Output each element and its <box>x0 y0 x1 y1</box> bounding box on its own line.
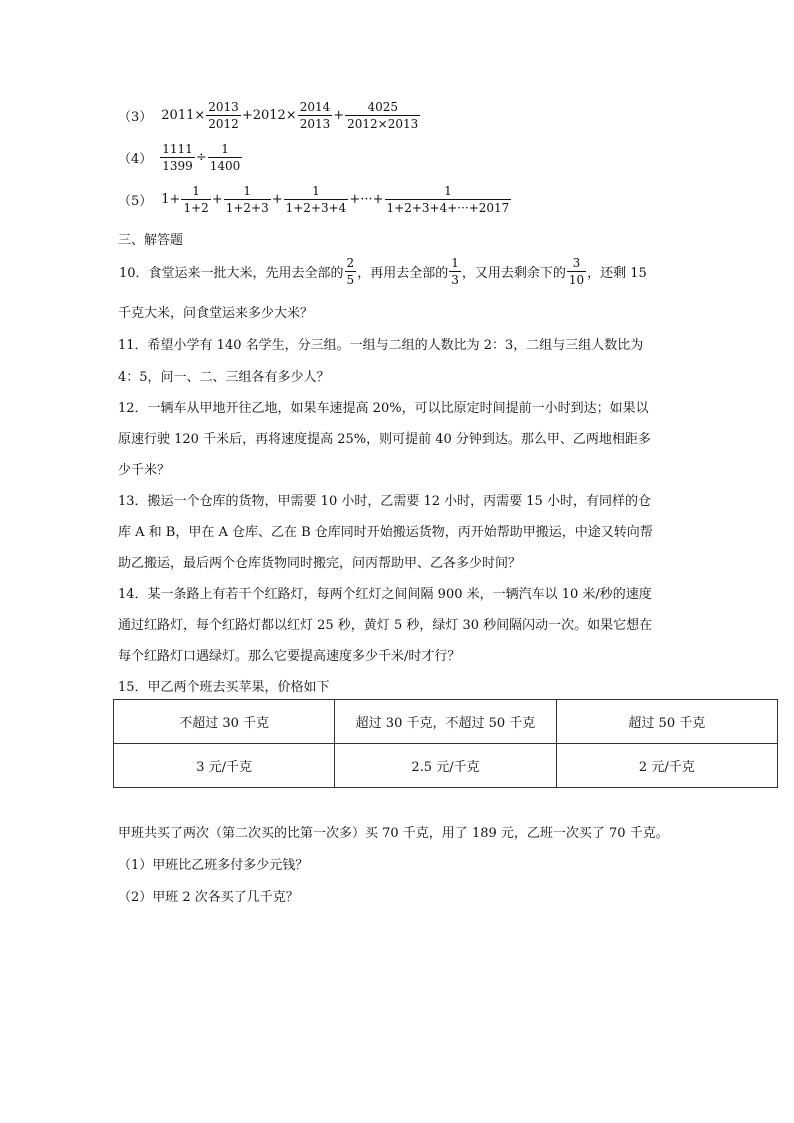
question-15-description: 甲班共买了两次（第二次买的比第一次多）买 70 千克，用了 189 元，乙班一次买了 70 千克。 <box>118 826 669 841</box>
table-header-cell: 不超过 30 千克 <box>114 700 335 744</box>
fraction: $\frac{1}{1+2}$ <box>183 184 209 215</box>
table-row <box>114 744 778 788</box>
question-13-line-3: 助乙搬运，最后两个仓库货物同时搬完，问丙帮助甲、乙各多少时间？ <box>118 556 522 571</box>
table-row <box>114 700 778 744</box>
table-cell: 2.5 元/千克 <box>335 744 556 788</box>
question-10-line-2: 千克大米，问食堂运来多少大米？ <box>118 306 314 321</box>
expr-part: +···+ <box>349 192 384 207</box>
question-13-line-1: 13．搬运一个仓库的货物，甲需要 10 小时，乙需要 12 小时，丙需要 15 小时，有同样的仓 <box>118 494 651 509</box>
question-14-line-1: 14．某一条路上有若干个红路灯，每两个红灯之间间隔 900 米，一辆汽车以 10 米/秒的速度 <box>118 587 652 602</box>
question-10-line-1: 10．食堂运来一批大米，先用去全部的 $\frac{2}{5}$ ，再用去全部的 $\frac{1}{3}$ ，又用去剩余下的 $\frac{3}{10}$ ，还剩 15 <box>119 256 647 287</box>
price-table <box>113 699 778 788</box>
problem-3 <box>118 101 420 130</box>
fraction: $\frac{1}{1400}$ <box>209 142 241 173</box>
expr-part: + <box>211 192 223 207</box>
question-12-line-1: 12．一辆车从甲地开往乙地，如果车速提高 20%，可以比原定时间提前一小时到达；如果以 <box>118 401 649 416</box>
section-title: 三、解答题 <box>118 233 184 248</box>
question-11-line-2: 4：5，问一、二、三组各有多少人？ <box>118 370 330 385</box>
fraction: $\frac{1}{1+2+3+4}$ <box>285 184 347 215</box>
expr-part: 2011× <box>161 108 206 123</box>
question-15-sub-2: （2）甲班 2 次各买了几千克？ <box>118 890 299 905</box>
problem-label: （3） <box>118 110 153 125</box>
fraction: $\frac{3}{10}$ <box>568 256 585 287</box>
fraction: $\frac{1111}{1399}$ <box>162 142 193 173</box>
question-12-line-2: 原速行驶 120 千米后，再将速度提高 25%，则可提前 40 分钟到达。那么甲、乙两地相距多 <box>118 432 651 447</box>
problem-5 <box>118 185 511 214</box>
table-header-cell: 超过 30 千克，不超过 50 千克 <box>335 700 556 744</box>
fraction: $\frac{2}{5}$ <box>346 256 355 287</box>
fraction: $\frac{1}{3}$ <box>451 256 459 287</box>
table-header-cell: 超过 50 千克 <box>556 700 777 744</box>
table-cell: 2 元/千克 <box>556 744 777 788</box>
question-12-line-3: 少千米？ <box>118 463 171 478</box>
fraction: $\frac{2013}{2012}$ <box>208 100 239 131</box>
fraction: $\frac{1}{1+2+3+4+\cdot\cdot\cdot+2017}$ <box>386 184 510 215</box>
fraction: $\frac{2014}{2013}$ <box>299 100 331 131</box>
question-14-line-3: 每个红路灯口遇绿灯。那么它要提高速度多少千米/时才行？ <box>118 649 461 664</box>
question-14-line-2: 通过红路灯，每个红路灯都以红灯 25 秒，黄灯 5 秒，绿灯 30 秒间隔闪动一次。如果它想在 <box>118 618 653 633</box>
question-15-sub-1: （1）甲班比乙班多付多少元钱？ <box>118 858 309 873</box>
problem-label: （4） <box>118 152 153 167</box>
fraction: $\frac{1}{1+2+3}$ <box>225 184 269 215</box>
question-15-line-1: 15．甲乙两个班去买苹果，价格如下 <box>118 680 330 695</box>
problem-label: （5） <box>118 194 153 209</box>
expr-part: 1+ <box>161 192 181 207</box>
table-cell: 3 元/千克 <box>114 744 335 788</box>
expr-part: +2012× <box>241 108 297 123</box>
problem-4 <box>118 143 242 172</box>
question-11-line-1: 11．希望小学有 140 名学生，分三组。一组与二组的人数比为 2：3，二组与三组人数比为 <box>118 338 644 353</box>
expr-part: + <box>333 108 345 123</box>
divide-sign: ÷ <box>195 150 207 165</box>
expr-part: + <box>271 192 283 207</box>
question-13-line-2: 库 A 和 B，甲在 A 仓库、乙在 B 仓库同时开始搬运货物，丙开始帮助甲搬运，中途又转向帮 <box>118 525 653 540</box>
fraction: $\frac{4025}{2012\times 2013}$ <box>347 100 419 131</box>
